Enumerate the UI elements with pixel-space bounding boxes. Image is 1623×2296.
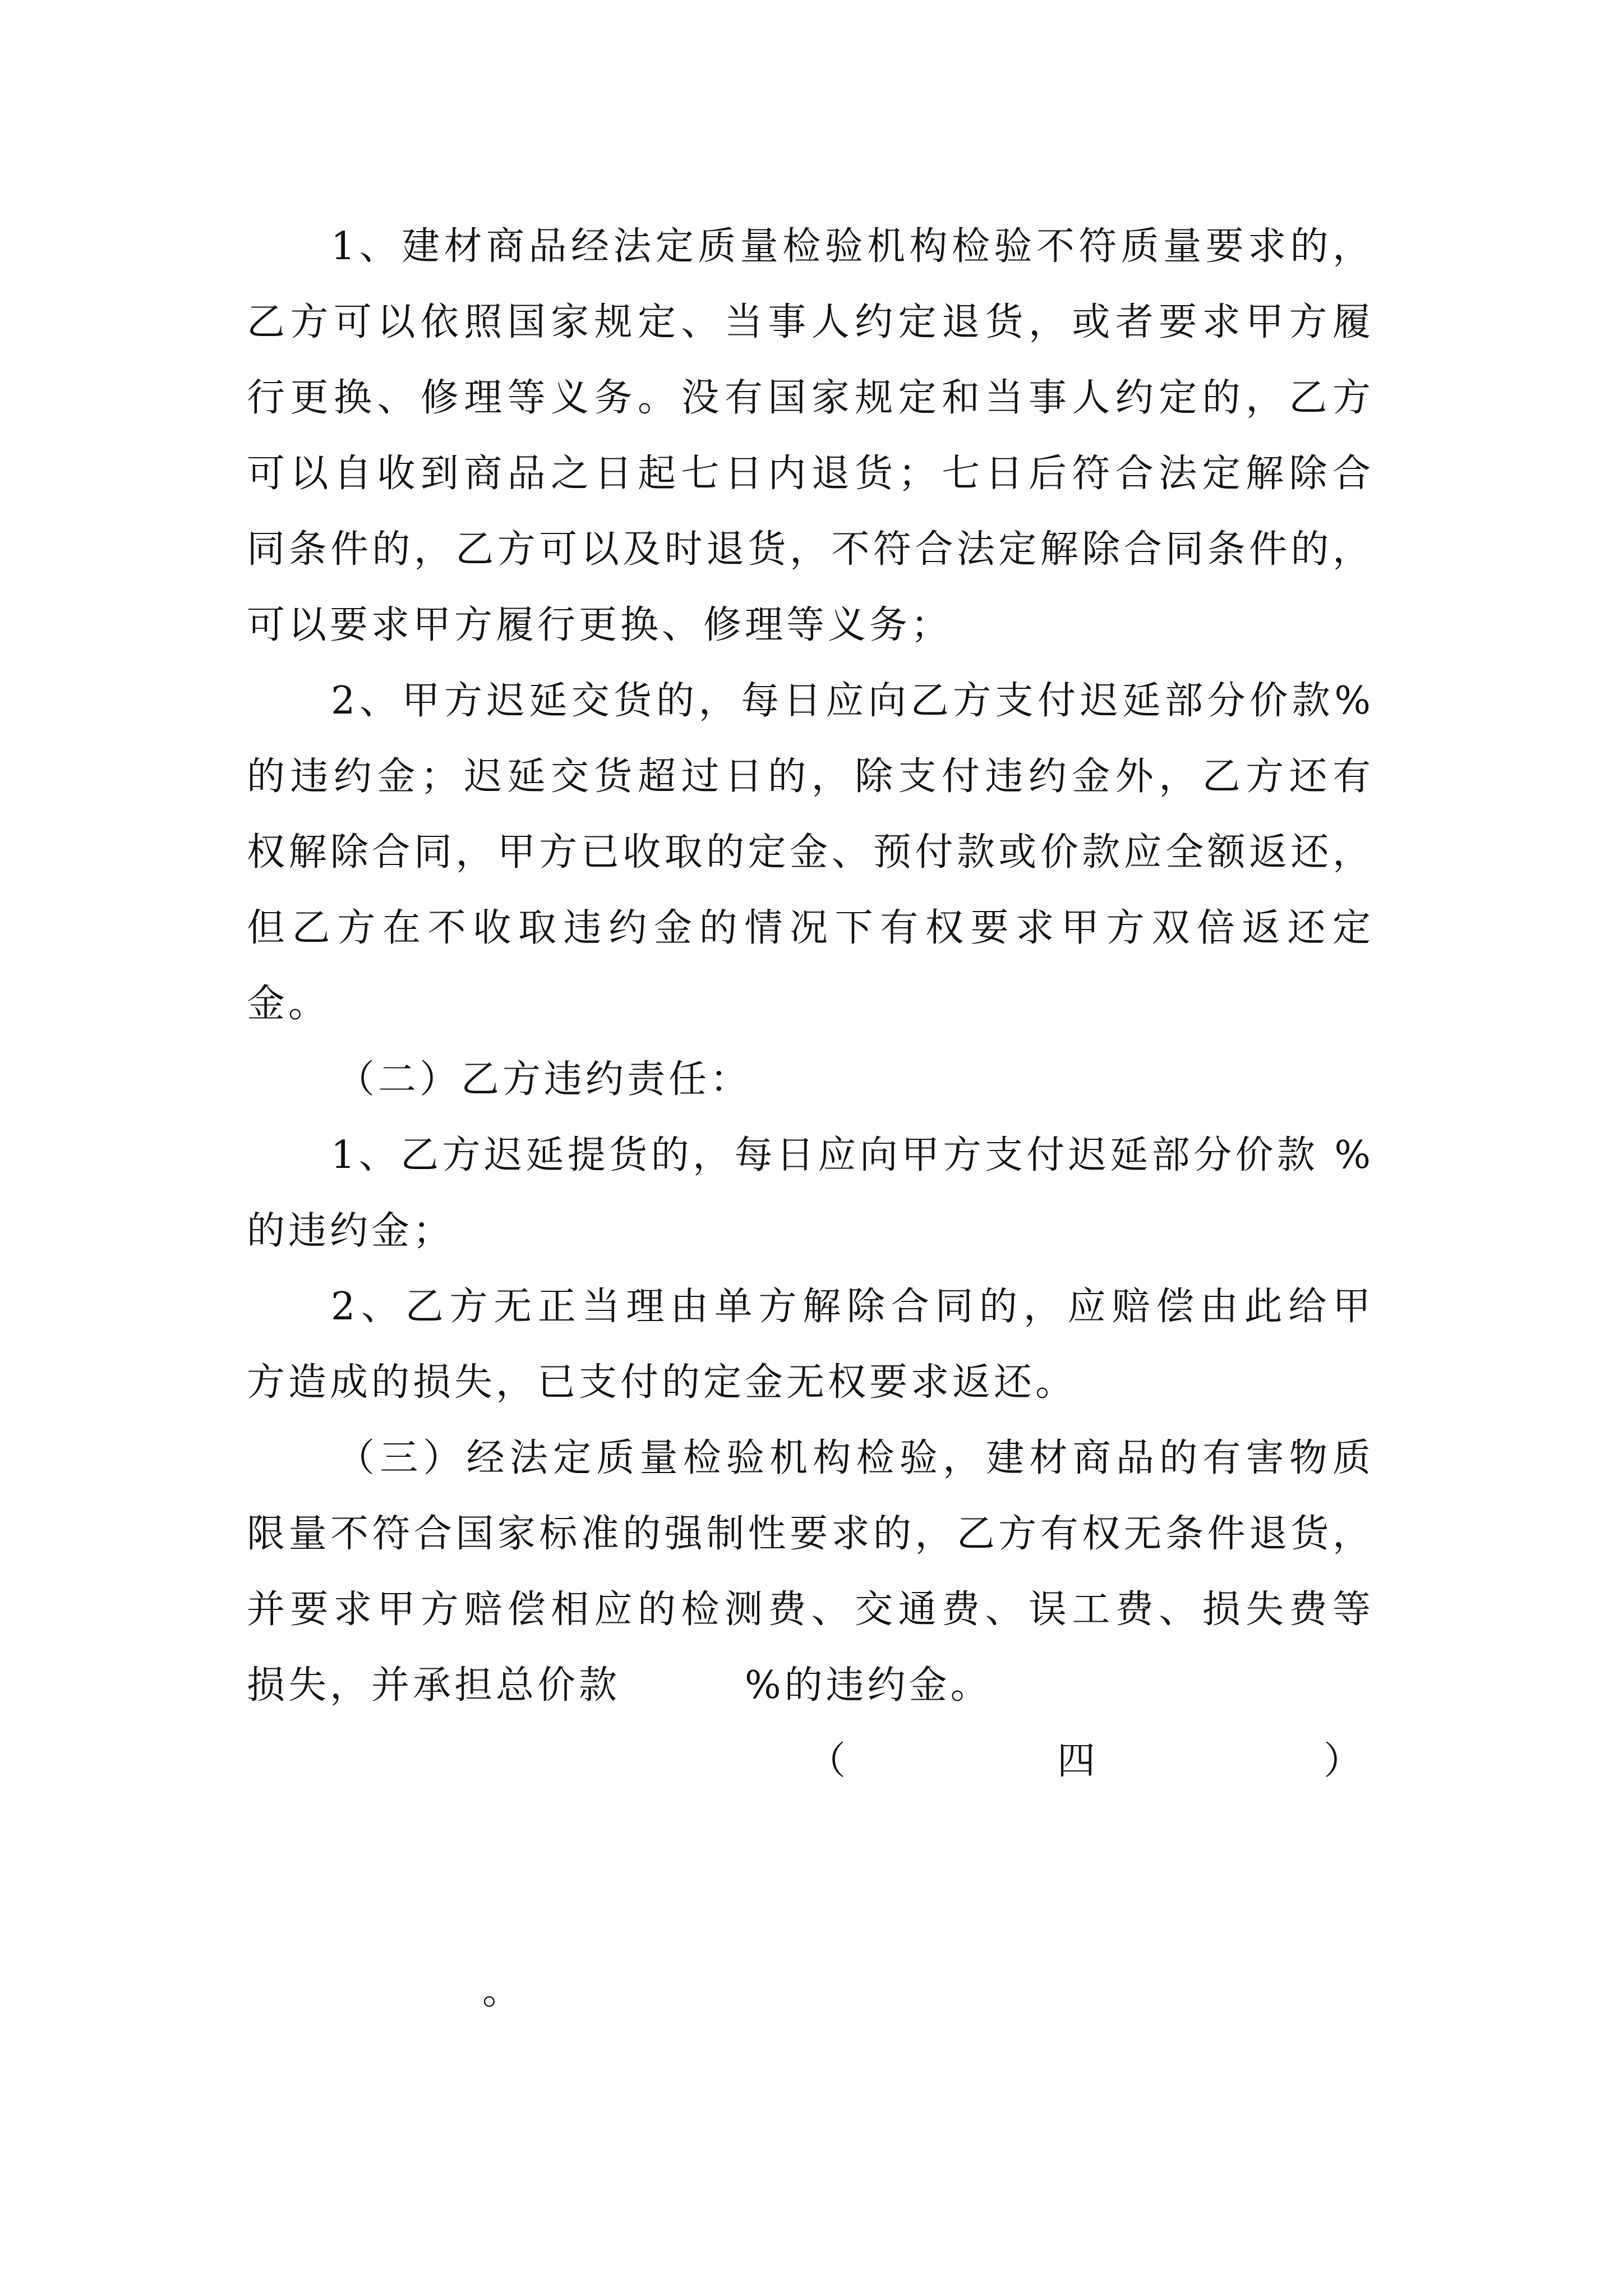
- paragraph-2-line-3: 权解除合同，甲方已收取的定金、预付款或价款应全额返还，: [247, 830, 1374, 875]
- paragraph-3-line-2: 的违约金；: [247, 1209, 455, 1253]
- paragraph-1-line-4: 可以自收到商品之日起七日内退货；七日后符合法定解除合: [247, 452, 1374, 496]
- paragraph-2-line-5: 金。: [247, 982, 330, 1026]
- page-number-close-paren: ）: [1324, 1739, 1362, 1783]
- paragraph-1-line-1: 1、建材商品经法定质量检验机构检验不符质量要求的，: [331, 224, 1374, 269]
- paragraph-1-line-2: 乙方可以依照国家规定、当事人约定退货，或者要求甲方履: [247, 300, 1374, 344]
- paragraph-4-line-1: 2、乙方无正当理由单方解除合同的，应赔偿由此给甲: [331, 1285, 1374, 1329]
- paragraph-1-line-6: 可以要求甲方履行更换、修理等义务；: [247, 603, 953, 647]
- page-number-open-paren: （: [808, 1739, 846, 1783]
- paragraph-5-line-1: （三）经法定质量检验机构检验，建材商品的有害物质: [336, 1436, 1374, 1480]
- paragraph-3-line-1: 1、乙方迟延提货的，每日应向甲方支付迟延部分价款 %: [331, 1133, 1374, 1177]
- paragraph-2-line-1: 2、甲方迟延交货的，每日应向乙方支付迟延部分价款%: [331, 679, 1374, 723]
- page-number: 四: [1057, 1739, 1096, 1783]
- paragraph-1-line-3: 行更换、修理等义务。没有国家规定和当事人约定的，乙方: [247, 376, 1374, 420]
- section-heading-party-b: （二）乙方违约责任：: [336, 1057, 752, 1102]
- paragraph-4-line-2: 方造成的损失，已支付的定金无权要求返还。: [247, 1360, 1077, 1405]
- trailing-period-mark: 。: [482, 1969, 521, 2013]
- paragraph-2-line-2: 的违约金；迟延交货超过日的，除支付违约金外，乙方还有: [247, 754, 1374, 799]
- paragraph-2-line-4: 但乙方在不收取违约金的情况下有权要求甲方双倍返还定: [247, 906, 1374, 950]
- paragraph-5-line-3: 并要求甲方赔偿相应的检测费、交通费、误工费、损失费等: [247, 1588, 1374, 1632]
- paragraph-5-line-2: 限量不符合国家标准的强制性要求的，乙方有权无条件退货，: [247, 1512, 1374, 1556]
- paragraph-5-line-4: 损失，并承担总价款 %的违约金。: [247, 1663, 992, 1708]
- paragraph-1-line-5: 同条件的，乙方可以及时退货，不符合法定解除合同条件的，: [247, 527, 1374, 572]
